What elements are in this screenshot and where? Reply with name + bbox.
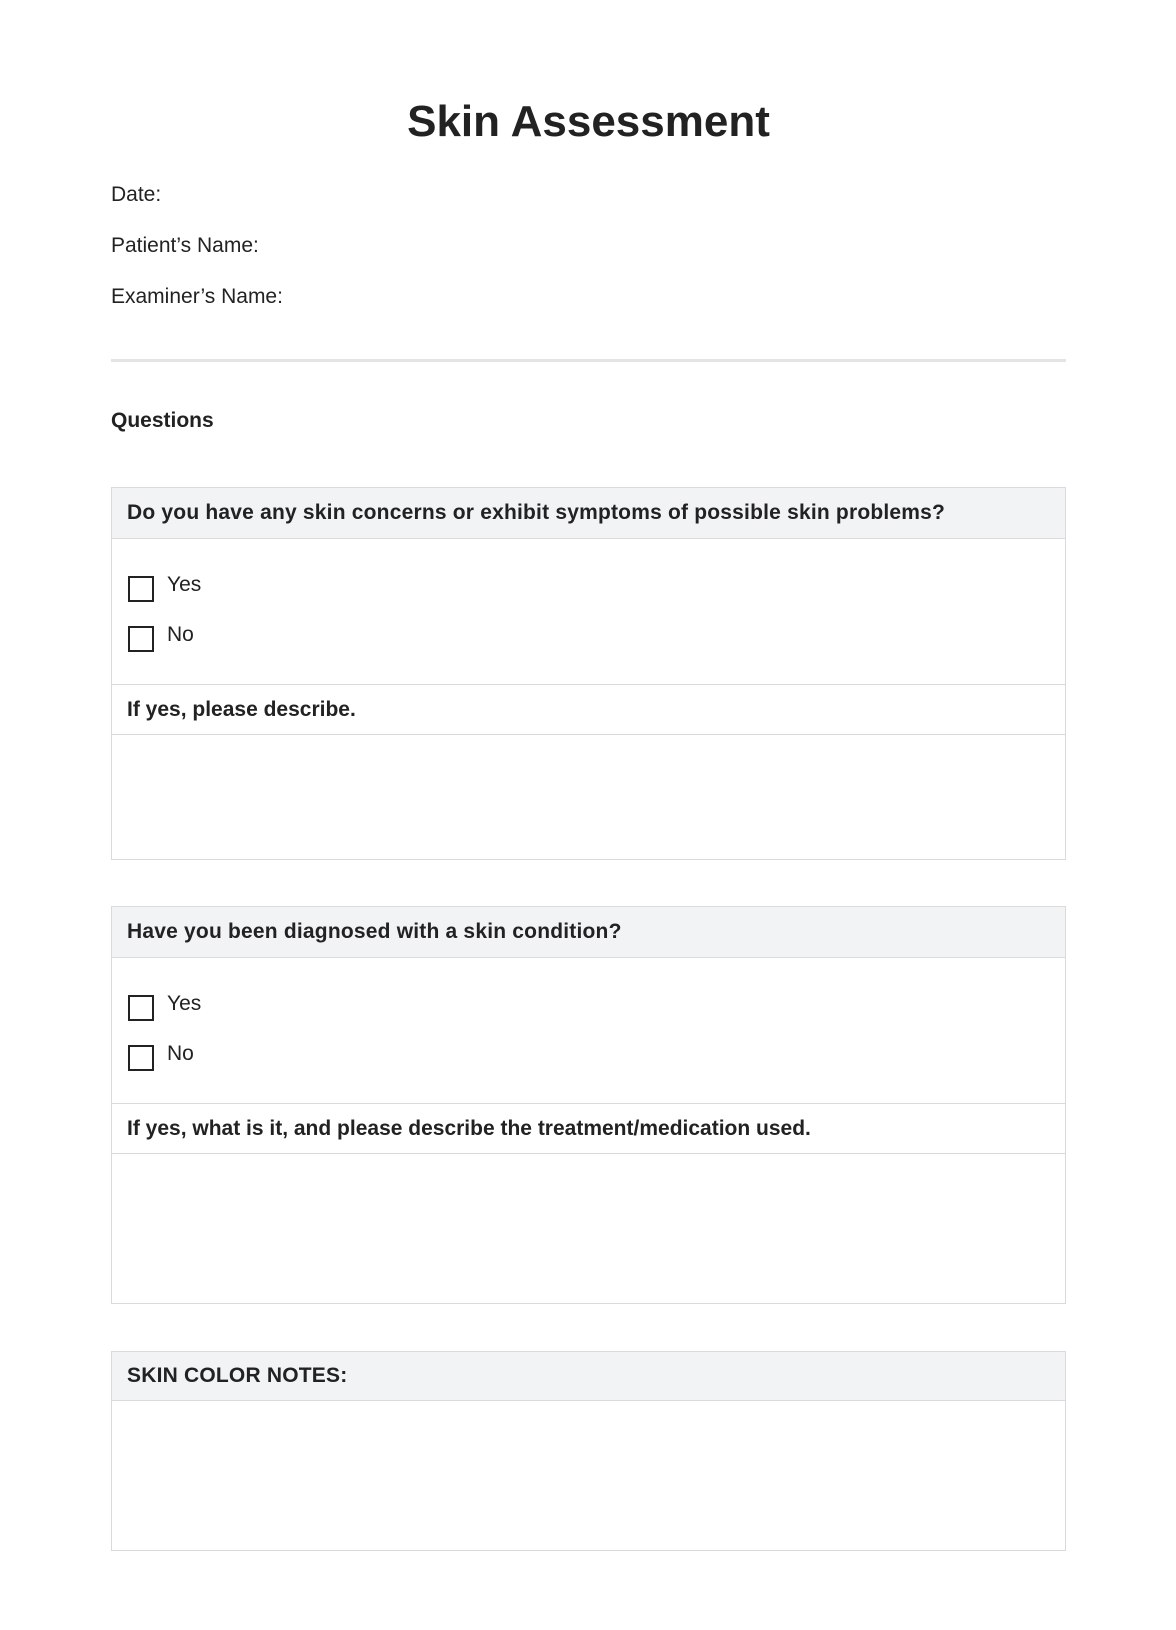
question-1-no-label: No: [167, 623, 194, 646]
question-2-follow-up-label: If yes, what is it, and please describe the treatment/medication used.: [112, 1103, 1065, 1154]
skin-color-notes-box: [111, 1351, 1066, 1551]
skin-color-notes-area[interactable]: [112, 1401, 1065, 1550]
page-title: Skin Assessment: [407, 97, 770, 146]
examiner-name-field-label: Examiner’s Name:: [111, 285, 283, 308]
question-1-follow-up-label: If yes, please describe.: [112, 684, 1065, 735]
question-2-box: [111, 906, 1066, 1304]
question-1-box: [111, 487, 1066, 860]
question-2-no-checkbox[interactable]: [128, 1045, 154, 1071]
skin-color-notes-label: SKIN COLOR NOTES:: [112, 1352, 1065, 1401]
question-2-no-label: No: [167, 1042, 194, 1065]
question-2-text: Have you been diagnosed with a skin condition?: [112, 907, 1065, 958]
header-divider: [111, 359, 1066, 362]
question-1-description-area[interactable]: [112, 735, 1065, 859]
question-1-no-checkbox[interactable]: [128, 626, 154, 652]
question-2-description-area[interactable]: [112, 1154, 1065, 1303]
question-2-yes-checkbox[interactable]: [128, 995, 154, 1021]
date-field-label: Date:: [111, 183, 162, 206]
question-1-yes-checkbox[interactable]: [128, 576, 154, 602]
question-2-option-yes[interactable]: [128, 993, 201, 1023]
questions-section-label: Questions: [111, 409, 214, 432]
question-2-yes-label: Yes: [167, 992, 202, 1015]
question-1-option-yes[interactable]: [128, 574, 201, 604]
question-1-options: [112, 539, 1065, 684]
patient-name-field-label: Patient’s Name:: [111, 234, 259, 257]
question-2-option-no[interactable]: [128, 1043, 194, 1073]
question-1-yes-label: Yes: [167, 573, 202, 596]
question-1-option-no[interactable]: [128, 624, 194, 654]
question-1-text: Do you have any skin concerns or exhibit symptoms of possible skin problems?: [112, 488, 1065, 539]
question-2-options: [112, 958, 1065, 1103]
